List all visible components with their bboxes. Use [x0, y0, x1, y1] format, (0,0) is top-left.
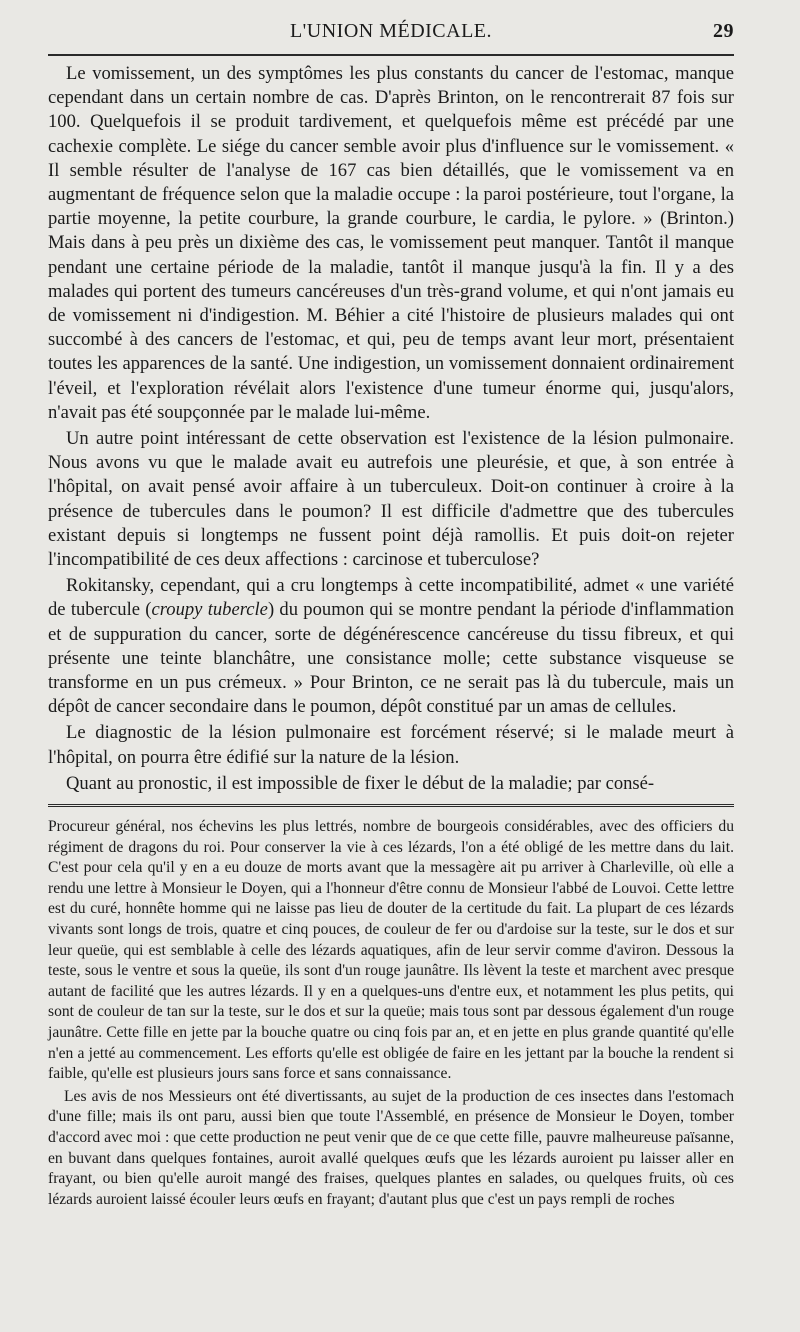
rokitansky-text-end: ) du poumon qui se montre pendant la période d'inflammation et de suppuration du cancer, sorte de dégénérescence cancéreuse du tissu fibreux, et qui présente une teinte blanchâtre, une consistance molle; cette substance visqueuse se transforme en un pus crémeux. » Pour Brinton, ce ne serait pas là du tubercule, mais un dépôt de cancer secondaire dans le poumon, dépôt constitué par un amas de cellules. [48, 599, 735, 718]
paragraph-pronostic: Quant au pronostic, il est impossible de fixer le début de la maladie; par consé- [66, 772, 655, 794]
footnote-separator [48, 804, 734, 807]
header-rule [48, 54, 734, 56]
rokitansky-text-start: Rokitansky, cependant, qui a cru longtemps à cette incompatibilité, admet « une variété de tubercule ( [48, 575, 734, 621]
main-text [48, 62, 734, 796]
paragraph-lesion-pulmonaire: Un autre point intéressant de cette observation est l'existence de la lésion pulmonaire. Nous avons vu que le malade avait eu autrefois une pleurésie, et que, à son entrée à l'hôpital, on avait pensé avoir affaire à un tuberculeux. Doit-on continuer à croire à la présence de tubercules dans le poumon? Il est difficile d'admettre que des tubercules existant depuis si longtemps ne fussent point déjà ramollis. Et puis doit-on rejeter l'incompatibilité de ces deux affections : carcinose et tuberculose? [48, 428, 734, 571]
page-number: 29 [713, 20, 734, 42]
journal-title: L'UNION MÉDICALE. [289, 20, 493, 42]
paragraph-diagnostic: Le diagnostic de la lésion pulmonaire est forcément réservé; si le malade meurt à l'hôpital, on pourra être édifié sur la nature de la lésion. [48, 722, 734, 768]
note-paragraph-avis: Les avis de nos Messieurs ont été divertissants, au sujet de la production de ces insectes dans l'estomach d'une fille; mais ils ont paru, aussi bien que toute l'Assemblé, en présence de Monsieur le Doyen, tomber d'accord avec moi : que cette production ne peut venir que de ce que cette fille, pauvre malheureuse païsanne, en buvant dans quelques fontaines, auroit avallé quelques œufs que les lézards auroient pu laisser aller en frayant, ou bien qu'elle auroit mangé des fraises, quelques plantes en salades, ou quelques fruits, où ces lézards auroient laissé écouler leurs œufs en frayant; d'autant plus que c'est un pays rempli de roches [48, 1087, 734, 1208]
running-header [48, 18, 734, 48]
paragraph-rokitansky [48, 574, 734, 719]
croupy-tubercle-term: croupy tubercle [151, 599, 268, 621]
paragraph-vomissement: Le vomissement, un des symptômes les plus constants du cancer de l'estomac, manque cependant dans un certain nombre de cas. D'après Brinton, on le rencontrerait 87 fois sur 100. Quelquefois il se produit tardivement, et quelquefois même est précédé par une cachexie complète. Le siége du cancer semble avoir plus d'influence sur le vomissement. « Il semble résulter de l'analyse de 167 cas bien détaillés, que le vomissement va en augmentant de fréquence selon que la maladie occupe : la paroi postérieure, tout l'organe, la partie moyenne, la petite courbure, la grande courbure, le cardia, le pylore. » (Brinton.) Mais dans à peu près un dixième des cas, le vomissement peut manquer. Tantôt il manque pendant une certaine période de la maladie, tantôt il manque jusqu'à la fin. Il y a des malades qui portent des tumeurs cancéreuses d'un très-grand volume, et qui n'ont jamais eu de vomissement ni d'indigestion. M. Béhier a cité l'histoire de plusieurs malades qui ont succombé à des cancers de l'estomac, et qui, peu de temps avant leur mort, présentaient toutes les apparences de la santé. Une indigestion, un vomissement donnaient ordinairement l'éveil, et l'exploration révélait alors l'existence d'une tumeur énorme qui, jusqu'alors, n'avait pas été soupçonnée par le malade lui-même. [48, 63, 734, 423]
note-paragraph-lezards: Procureur général, nos échevins les plus lettrés, nombre de bourgeois considérables, avec des officiers du régiment de dragons du roi. Pour conserver la vie à ces lézards, l'on a été obligé de les mettre dans du lait. C'est pour cela qu'il y en a eu douze de morts avant que la messagère ait pu arriver à Charleville, où elle a rendu une lettre à Monsieur le Doyen, qui a l'honneur d'être connu de Monsieur l'abbé de Louvoi. Cette lettre est du curé, honnête homme qui ne laisse pas lieu de douter de la certitude du fait. La plupart de ces lézards vivants sont longs de trois, quatre et cinq pouces, de couleur de fer ou d'ardoise sur la teste, sur le dos et sur leur queüe, qui est semblable à celle des lézards aquatiques, afin de leur servir comme d'aviron. Dessous la teste, sous le ventre et sous la queüe, ils sont d'un rouge jaunâtre. Ils lèvent la teste et marchent avec presque autant de facilité que les autres lézards. Il y en a quelques-uns d'entre eux, et notamment les plus petits, qui sont de couleur de tan sur la teste, sur le dos et sur la queüe; mais tous sont par dessous également d'un rouge jaunâtre. Cette fille en jette par la bouche quatre ou cinq fois par an, et en jette en plus grande quantité qu'elle n'en a jetté au commencement. Les efforts qu'elle est obligée de faire en les jettant par la bouche la rendent si faible, qu'elle est plusieurs jours sans force et sans connaissance. [48, 818, 734, 1083]
feuilleton-text [48, 817, 734, 1210]
